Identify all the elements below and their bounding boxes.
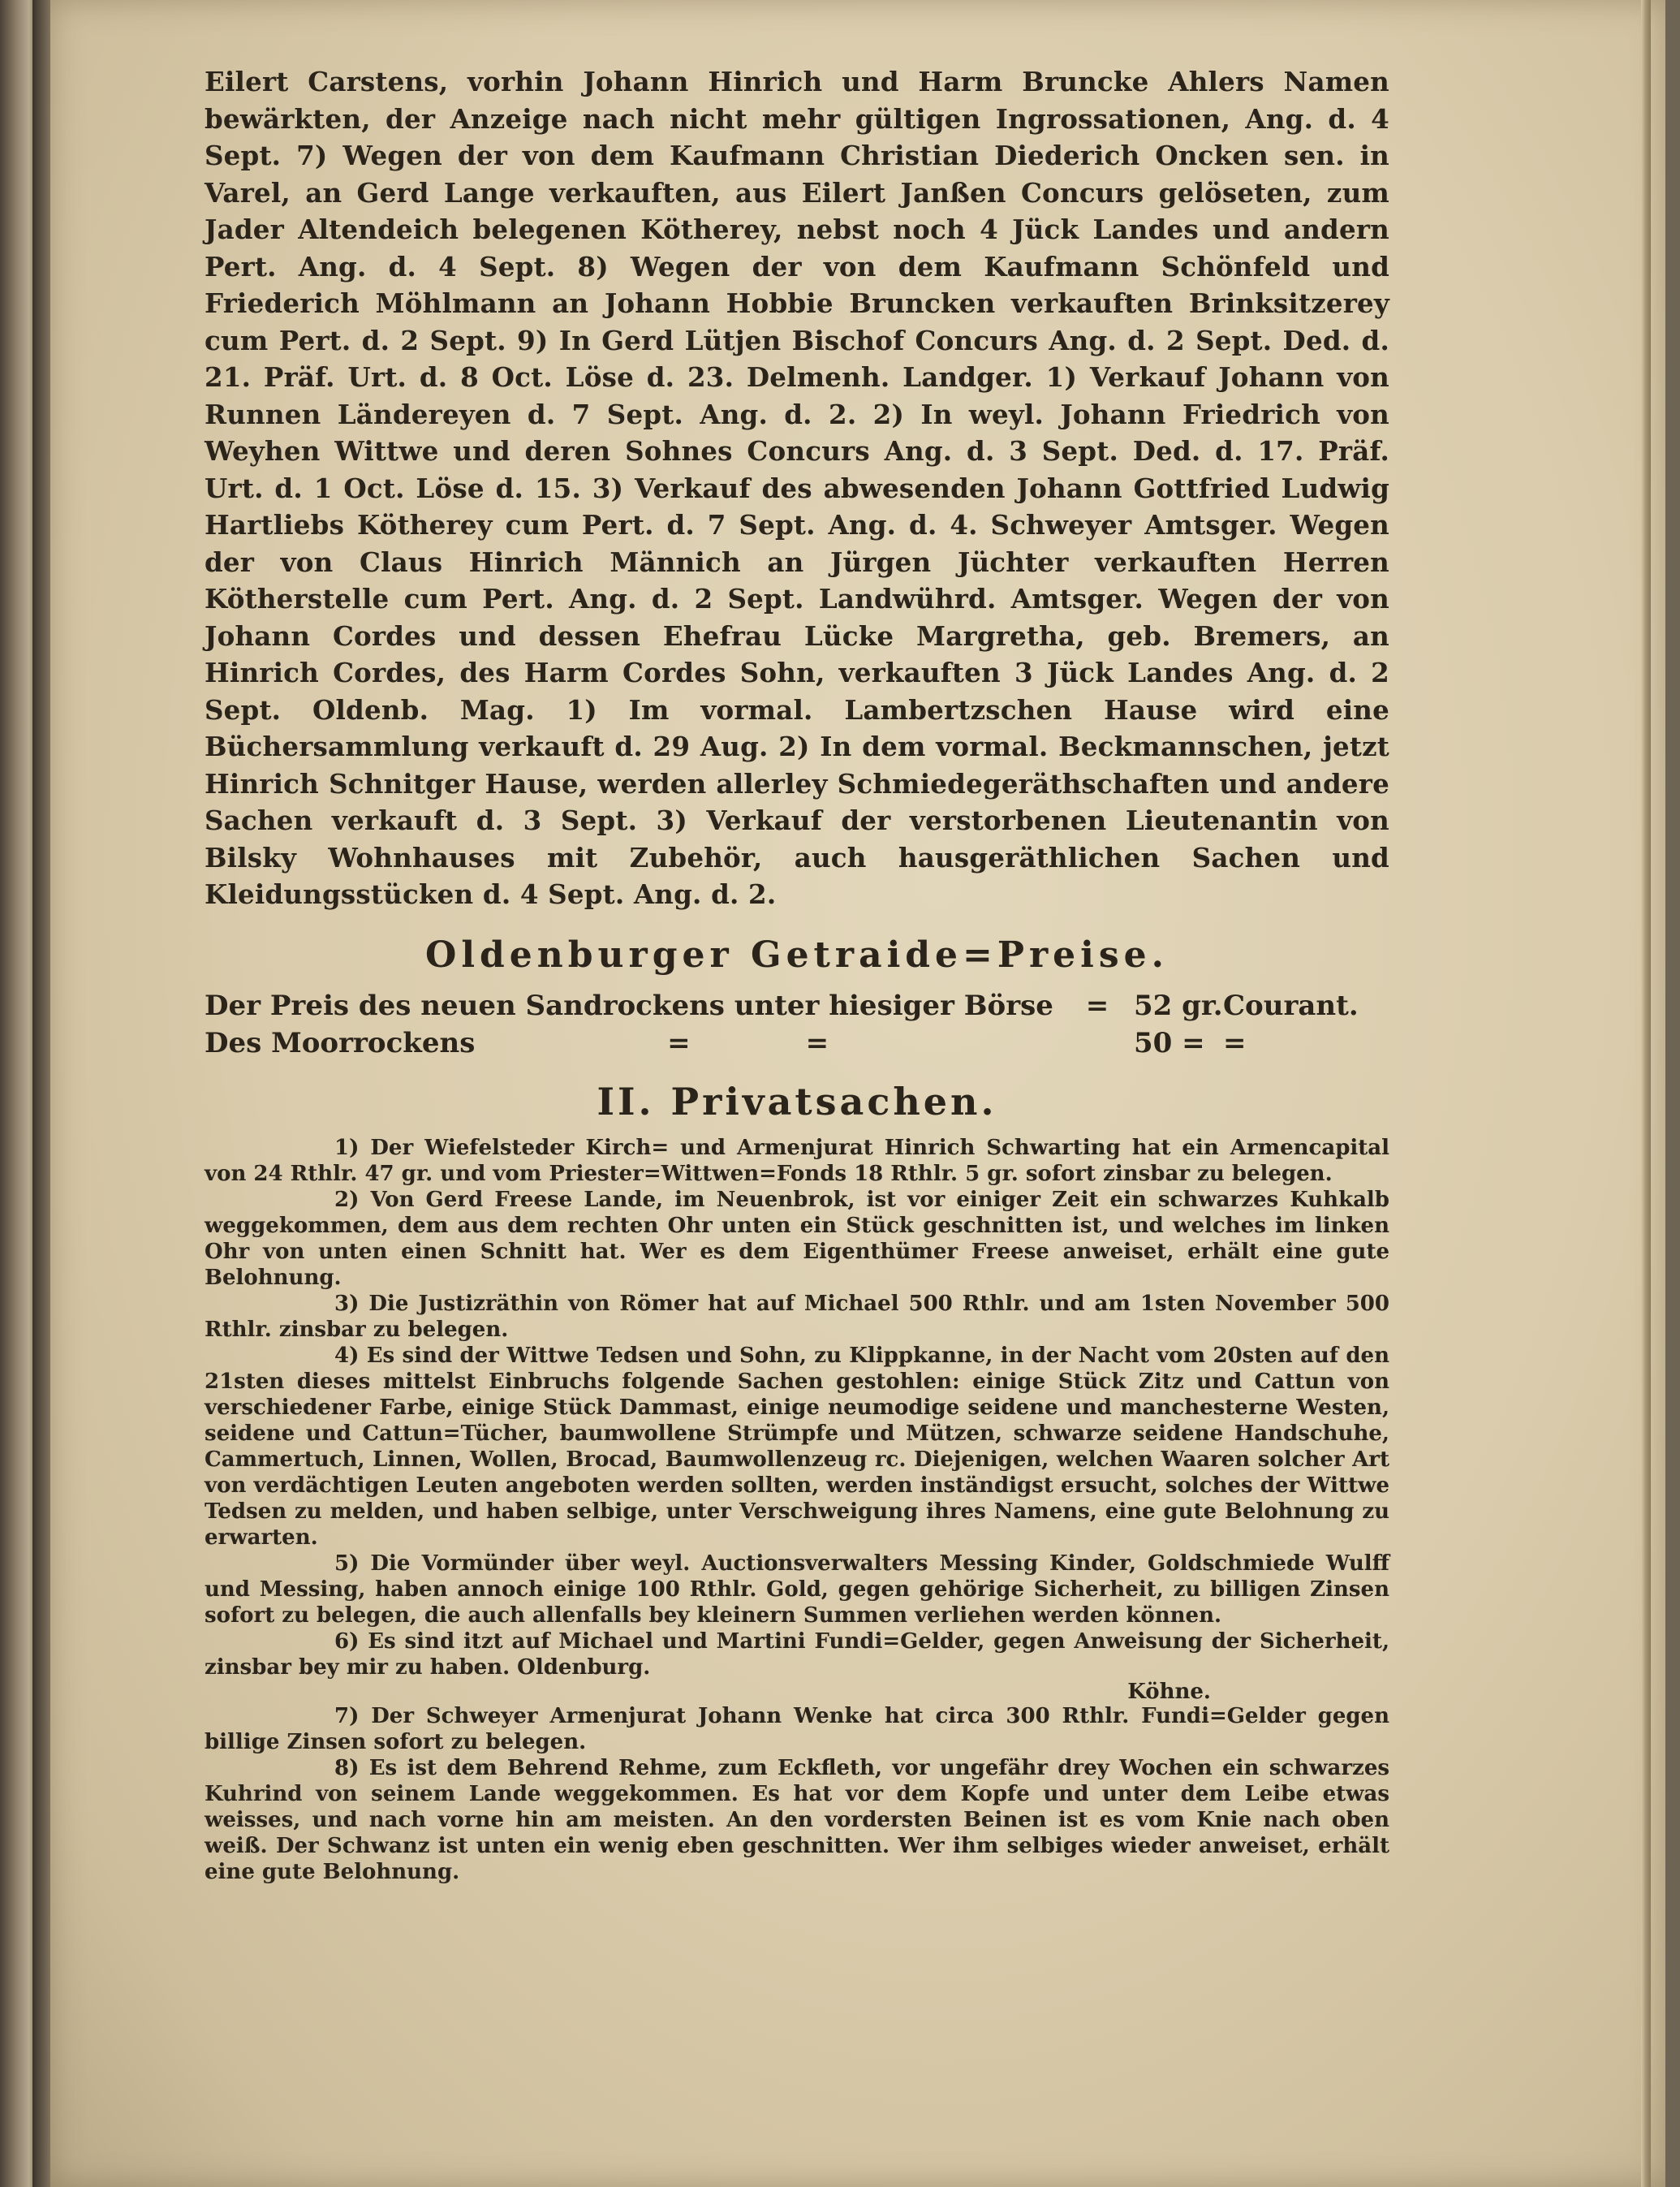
price-unit: Courant.: [1223, 989, 1359, 1022]
private-item: 7) Der Schweyer Armenjurat Johann Wenke hat circa 300 Rthlr. Fundi=Gelder gegen billige Zinsen sofort zu belegen.: [205, 1703, 1389, 1754]
private-item: 2) Von Gerd Freese Lande, im Neuenbrok, ist vor einiger Zeit ein schwarzes Kuhkalb weggekommen, dem aus dem rechten Ohr unten ein Stück geschnitten ist, und welches im linken Ohr von unten einen Schnitt hat. Wer es dem Eigenthümer Freese anweiset, erhält eine gute Belohnung.: [205, 1187, 1389, 1290]
price-dot: =: [1085, 989, 1109, 1022]
private-item: 1) Der Wiefelsteder Kirch= und Armenjurat Hinrich Schwarting hat ein Armencapital von 24 Rthlr. 47 gr. und vom Priester=Wittwen=Fonds 18 Rthlr. 5 gr. sofort zinsbar zu belegen.: [205, 1135, 1389, 1186]
price-row: [205, 987, 1389, 1024]
private-notices: [205, 1135, 1389, 1885]
price-label: Der Preis des neuen Sandrockens unter hiesiger Börse: [205, 989, 1053, 1022]
private-item: 6) Es sind itzt auf Michael und Martini Fundi=Gelder, gegen Anweisung der Sicherheit, zinsbar bey mir zu haben. Oldenburg.: [205, 1628, 1389, 1680]
page-edge: [1641, 0, 1651, 2187]
signature: Köhne.: [1127, 1679, 1211, 1704]
price-label: Des Moorrockens = =: [205, 1026, 829, 1059]
page-content: [205, 63, 1389, 1885]
court-notices-text: Eilert Carstens, vorhin Johann Hinrich und Harm Brunckе Ahlers Namen bewärkten, der Anzeige nach nicht mehr gültigen Ingrossationen, Ang. d. 4 Sept. 7) Wegen der von dem Kaufmann Christian Diederich Oncken sen. in Varel, an Gerd Lange verkauften, aus Eilert Janßen Concurs gelöseten, zum Jader Altendeich belegenen Kötherey, nebst noch 4 Jück Landes und andern Pert. Ang. d. 4 Sept. 8) Wegen der von dem Kaufmann Schönfeld und Friederich Möhlmann an Johann Hobbie Bruncken verkauften Brinksitzerey cum Pert. d. 2 Sept. 9) In Gerd Lütjen Bischof Concurs Ang. d. 2 Sept. Ded. d. 21. Präf. Urt. d. 8 Oct. Löse d. 23. Delmenh. Landger. 1) Verkauf Johann von Runnen Ländereyen d. 7 Sept. Ang. d. 2. 2) In weyl. Johann Friedrich von Weyhen Wittwe und deren Sohnes Concurs Ang. d. 3 Sept. Ded. d. 17. Präf. Urt. d. 1 Oct. Löse d. 15. 3) Verkauf des abwesenden Johann Gottfried Ludwig Hartliebs Kötherey cum Pert. d. 7 Sept. Ang. d. 4. Schweyer Amtsger. Wegen der von Claus Hinrich Männich an Jürgen Jüchter verkauften Herren Kötherstelle cum Pert. Ang. d. 2 Sept. Landwührd. Amtsger. Wegen der von Johann Cordes und dessen Ehefrau Lücke Margretha, geb. Bremers, an Hinrich Cordes, des Harm Cordes Sohn, verkauften 3 Jück Landes Ang. d. 2 Sept. Oldenb. Mag. 1) Im vormal. Lambertzschen Hause wird eine Büchersammlung verkauft d. 29 Aug. 2) In dem vormal. Beckmannschen, jetzt Hinrich Schnitger Hause, werden allerley Schmiedegeräthschaften und andere Sachen verkauft d. 3 Sept. 3) Verkauf der verstorbenen Lieutenantin von Bilsky Wohnhauses mit Zubehör, auch hausgeräthlichen Sachen und Kleidungsstücken d. 4 Sept. Ang. d. 2.: [205, 66, 1389, 910]
private-item: 3) Die Justizräthin von Römer hat auf Michael 500 Rthlr. und am 1sten November 500 Rthlr. zinsbar zu belegen.: [205, 1291, 1389, 1342]
private-item: 5) Die Vormünder über weyl. Auctionsverwalters Messing Kinder, Goldschmiede Wulff und Messing, haben annoch einige 100 Rthlr. Gold, gegen gehörige Sicherheit, zu billigen Zinsen sofort zu belegen, die auch allenfalls bey kleinern Summen verliehen werden können.: [205, 1551, 1389, 1628]
private-heading: II. Privatsachen.: [597, 1079, 997, 1124]
private-item: 4) Es sind der Wittwe Tedsen und Sohn, zu Klippkanne, in der Nacht vom 20sten auf den 21sten dieses mittelst Einbruchs folgende Sachen gestohlen: einige Stück Zitz und Cattun von verschiedener Farbe, einige Stück Dammast, einige neumodige seidene und manchesterne Westen, seidene und Cattun=Tücher, baumwollene Strümpfe und Mützen, schwarze seidene Handschuhe, Cammertuch, Linnen, Wollen, Brocad, Baumwollenzeug rc. Diejenigen, welchen Waaren solcher Art von verdächtigen Leuten angeboten werden sollten, werden inständigst ersucht, solches der Wittwe Tedsen zu melden, und haben selbige, unter Verschweigung ihres Namens, eine gute Belohnung zu erwarten.: [205, 1343, 1389, 1550]
price-dot: [1061, 1024, 1134, 1062]
prices-heading: Oldenburger Getraide=Preise.: [425, 934, 1169, 976]
price-row: [205, 1024, 1389, 1062]
price-unit: =: [1223, 1026, 1247, 1059]
document-page: [50, 0, 1665, 2187]
price-value: 50 =: [1134, 1026, 1205, 1059]
price-value: 52 gr.: [1134, 989, 1223, 1022]
court-notices: [205, 63, 1389, 913]
private-item: 8) Es ist dem Behrend Rehme, zum Eckfleth, vor ungefähr drey Wochen ein schwarzes Kuhrind von seinem Lande weggekommen. Es hat vor dem Kopfe und unter dem Leibe etwas weisses, und nach vorne hin am meisten. An den vordersten Beinen ist es vom Knie nach oben weiß. Der Schwanz ist unten ein wenig eben geschnitten. Wer ihm selbiges wieder anweiset, erhält eine gute Belohnung.: [205, 1755, 1389, 1884]
